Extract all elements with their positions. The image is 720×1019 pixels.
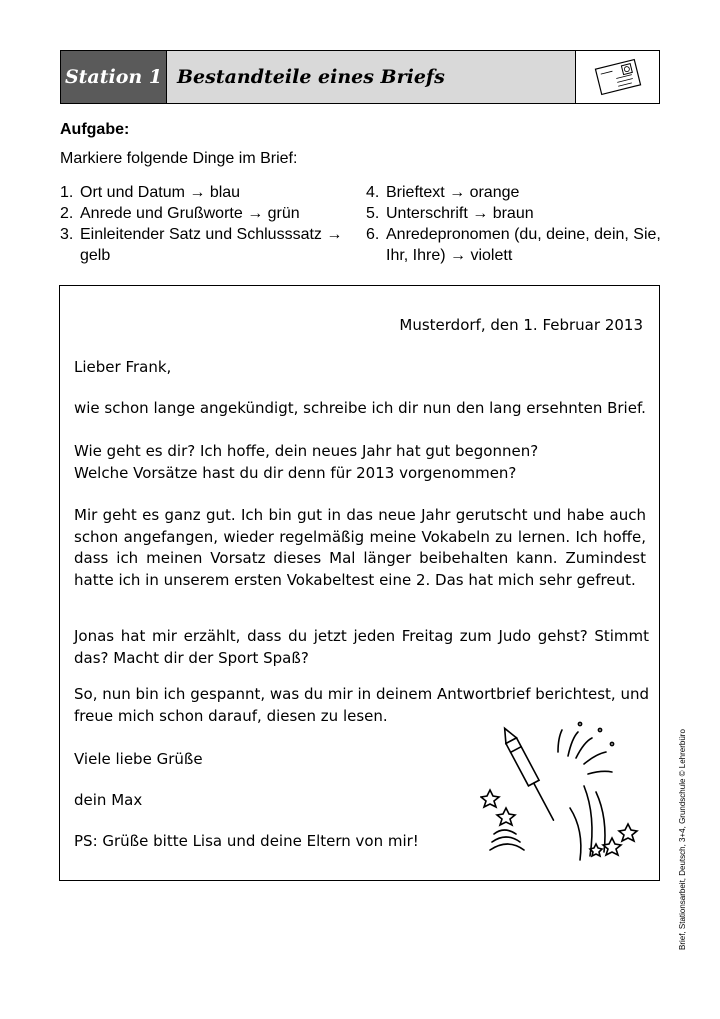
list-item-number: 3. <box>60 226 74 243</box>
letter-place-date: Musterdorf, den 1. Februar 2013 <box>399 316 643 334</box>
station-label: Station 1 <box>61 51 167 103</box>
list-item-text: Unterschrift → braun <box>386 205 534 222</box>
letter-greeting: Viele liebe Grüße <box>74 750 203 768</box>
page-title: Bestandteile eines Briefs <box>177 66 445 88</box>
fireworks-icon <box>480 716 640 870</box>
header-bar <box>60 50 660 104</box>
list-item-number: 1. <box>60 184 74 201</box>
list-item-number: 2. <box>60 205 74 222</box>
task-intro: Markiere folgende Dinge im Brief: <box>60 150 298 167</box>
letter-postscript: PS: Grüße bitte Lisa und deine Eltern von mir! <box>74 832 419 850</box>
letter-intro-sentence: wie schon lange angekündigt, schreibe ich dir nun den lang ersehnten Brief. <box>74 399 646 417</box>
list-item <box>60 182 350 203</box>
list-item-text: Einleitender Satz und Schlusssatz → gelb <box>80 226 343 264</box>
letter-closing-sentence: So, nun bin ich gespannt, was du mir in deinem Antwortbrief berichtest, und freue mich schon darauf, diesen zu lesen. <box>74 685 649 725</box>
list-item <box>366 224 662 266</box>
list-item-number: 5. <box>366 205 380 222</box>
letter-paragraph-2: Mir geht es ganz gut. Ich bin gut in das neue Jahr gerutscht und habe auch schon angefangen, wieder regelmäßig meine Vokabeln zu lernen. Ich hoffe, dass ich meinen Vorsatz dieses Mal länger beibehalten kann. Zumindest hatte ich in unserem ersten Vokabeltest eine 2. Das hat mich sehr gefreut. <box>74 506 646 589</box>
task-heading: Aufgabe: <box>60 121 130 138</box>
list-item <box>366 203 662 224</box>
letter-paragraph-3: Jonas hat mir erzählt, dass du jetzt jeden Freitag zum Judo gehst? Stimmt das? Macht dir der Sport Spaß? <box>74 627 649 667</box>
list-item-text: Anredepronomen (du, deine, dein, Sie, Ihr, Ihre) → violett <box>386 226 661 264</box>
list-item-text: Anrede und Grußworte → grün <box>80 205 300 222</box>
list-item <box>366 182 662 203</box>
list-item <box>60 203 350 224</box>
list-item-text: Ort und Datum → blau <box>80 184 241 201</box>
list-item <box>60 224 350 266</box>
list-item-number: 6. <box>366 226 380 243</box>
letter-box <box>59 285 660 881</box>
copyright-side-text: Brief, Stationsarbeit, Deutsch, 3+4, Grundschule © Lehrerbüro <box>678 729 687 950</box>
task-list-left <box>60 182 350 266</box>
letter-salutation: Lieber Frank, <box>74 358 172 376</box>
task-list-right <box>366 182 662 266</box>
letter-signature: dein Max <box>74 791 143 809</box>
list-item-number: 4. <box>366 184 380 201</box>
letter-paragraph-1: Wie geht es dir? Ich hoffe, dein neues Jahr hat gut begonnen? Welche Vorsätze hast du dir denn für 2013 vorgenommen? <box>74 442 539 482</box>
postcard-icon <box>575 51 659 103</box>
list-item-text: Brieftext → orange <box>386 184 520 201</box>
